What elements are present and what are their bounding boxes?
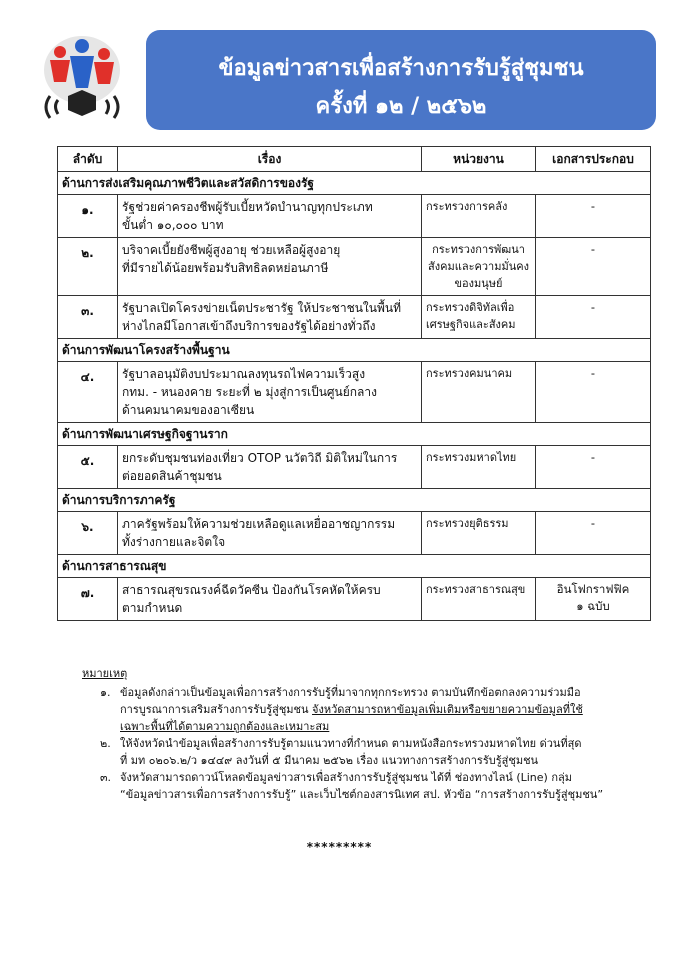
title-line-2: ครั้งที่ ๑๒ / ๒๕๖๒ — [315, 94, 487, 119]
table-header-row — [58, 147, 651, 172]
section-title: ด้านการพัฒนาโครงสร้างพื้นฐาน — [58, 339, 651, 362]
row-agency: กระทรวงคมนาคม — [422, 362, 536, 423]
row-agency: กระทรวงการพัฒนา สังคมและความมั่นคง ของมนุษย์ — [422, 238, 536, 296]
table-row — [58, 296, 651, 339]
row-topic: ยกระดับชุมชนท่องเที่ยว OTOP นวัตวิถี มิติใหม่ในการ ต่อยอดสินค้าชุมชน — [118, 446, 422, 489]
logo-icon — [28, 30, 136, 128]
row-agency: กระทรวงการคลัง — [422, 195, 536, 238]
notes-section — [82, 665, 642, 803]
column-header: เอกสารประกอบ — [536, 147, 651, 172]
column-header: หน่วยงาน — [422, 147, 536, 172]
table-row — [58, 512, 651, 555]
row-number: ๒. — [58, 238, 118, 296]
section-row — [58, 555, 651, 578]
section-row — [58, 339, 651, 362]
row-number: ๓. — [58, 296, 118, 339]
row-attachment: - — [536, 512, 651, 555]
row-agency: กระทรวงดิจิทัลเพื่อ เศรษฐกิจและสังคม — [422, 296, 536, 339]
row-topic: ภาครัฐพร้อมให้ความช่วยเหลือดูแลเหยื่ออาชญากรรม ทั้งร่างกายและจิตใจ — [118, 512, 422, 555]
row-topic: รัฐช่วยค่าครองชีพผู้รับเบี้ยหวัดบำนาญทุกประเภท ขั้นต่ำ ๑๐,๐๐๐ บาท — [118, 195, 422, 238]
section-title: ด้านการสาธารณสุข — [58, 555, 651, 578]
row-attachment: อินโฟกราฟฟิค ๑ ฉบับ — [536, 578, 651, 621]
section-row — [58, 489, 651, 512]
row-number: ๔. — [58, 362, 118, 423]
row-agency: กระทรวงสาธารณสุข — [422, 578, 536, 621]
section-title: ด้านการบริการภาครัฐ — [58, 489, 651, 512]
column-header: ลำดับ — [58, 147, 118, 172]
table-row — [58, 362, 651, 423]
row-agency: กระทรวงมหาดไทย — [422, 446, 536, 489]
note-item: ๑. ข้อมูลดังกล่าวเป็นข้อมูลเพื่อการสร้างการรับรู้ที่มาจากทุกกระทรวง ตามบันทึกข้อตกลงความร่วมมือ การบูรณาการเสริมสร้างการรับรู้สู่ชุมชน จังหวัดสามารถหาข้อมูลเพิ่มเติมหรือขยายความข้อมูลที่ใช้ เฉพาะพื้นที่ได้ตามความถูกต้องและเหมาะสม — [100, 686, 583, 733]
section-row — [58, 172, 651, 195]
table-row — [58, 238, 651, 296]
note-item: ๒. ให้จังหวัดนำข้อมูลเพื่อสร้างการรับรู้ตามแนวทางที่กำหนด ตามหนังสือกระทรวงมหาดไทย ด่วนที่สุด ที่ มท ๐๒๐๖.๒/ว ๑๔๔๙ ลงวันที่ ๕ มีนาคม ๒๕๖๒ เรื่อง แนวทางการสร้างการรับรู้สู่ชุมชน — [100, 737, 582, 767]
row-attachment: - — [536, 362, 651, 423]
community-megaphone-logo — [28, 30, 136, 128]
title-line-1: ข้อมูลข่าวสารเพื่อสร้างการรับรู้สู่ชุมชน — [218, 56, 584, 81]
title-banner — [146, 30, 656, 130]
table-row — [58, 578, 651, 621]
note-item: ๓. จังหวัดสามารถดาวน์โหลดข้อมูลข่าวสารเพื่อสร้างการรับรู้สู่ชุมชน ได้ที่ ช่องทางไลน์ (Line) กลุ่ม “ข้อมูลข่าวสารเพื่อการสร้างการรับรู้” และเว็บไซต์กองสารนิเทศ สป. หัวข้อ “การสร้างการรับรู้สู่ชุมชน” — [100, 771, 604, 801]
row-topic: รัฐบาลเปิดโครงข่ายเน็ตประชารัฐ ให้ประชาชนในพื้นที่ ห่างไกลมีโอกาสเข้าถึงบริการของรัฐได้อย่างทั่วถึง — [118, 296, 422, 339]
row-number: ๗. — [58, 578, 118, 621]
row-agency: กระทรวงยุติธรรม — [422, 512, 536, 555]
row-topic: บริจาคเบี้ยยังชีพผู้สูงอายุ ช่วยเหลือผู้สูงอายุ ที่มีรายได้น้อยพร้อมรับสิทธิลดหย่อนภาษี — [118, 238, 422, 296]
news-table — [57, 146, 651, 621]
end-mark: ********* — [306, 840, 373, 854]
column-header: เรื่อง — [118, 147, 422, 172]
row-topic: รัฐบาลอนุมัติงบประมาณลงทุนรถไฟความเร็วสูง กทม. - หนองคาย ระยะที่ ๒ มุ่งสู่การเป็นศูนย์กลาง ด้านคมนาคมของอาเซียน — [118, 362, 422, 423]
table-row — [58, 195, 651, 238]
table-row — [58, 446, 651, 489]
row-number: ๑. — [58, 195, 118, 238]
section-row — [58, 423, 651, 446]
row-attachment: - — [536, 446, 651, 489]
notes-heading: หมายเหตุ — [82, 667, 128, 680]
section-title: ด้านการส่งเสริมคุณภาพชีวิตและสวัสดิการของรัฐ — [58, 172, 651, 195]
row-attachment: - — [536, 238, 651, 296]
row-attachment: - — [536, 195, 651, 238]
row-attachment: - — [536, 296, 651, 339]
row-number: ๕. — [58, 446, 118, 489]
section-title: ด้านการพัฒนาเศรษฐกิจฐานราก — [58, 423, 651, 446]
row-topic: สาธารณสุขรณรงค์ฉีดวัคซีน ป้องกันโรคหัดให้ครบ ตามกำหนด — [118, 578, 422, 621]
row-number: ๖. — [58, 512, 118, 555]
